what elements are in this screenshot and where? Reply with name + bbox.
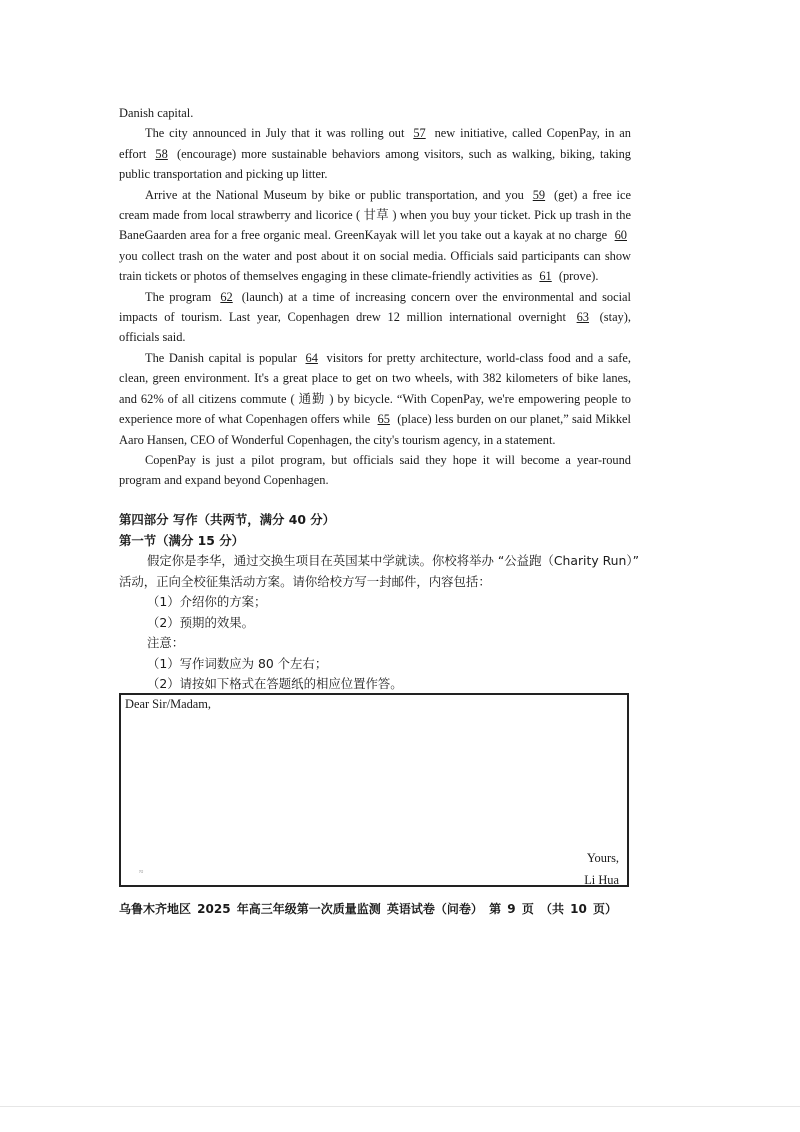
blank-58: 58 <box>155 146 168 161</box>
scan-smudge: ≈ <box>139 867 144 876</box>
passage-paragraph: The city announced in July that it was rolling out 57 new initiative, called CopenPay, in an effort 58 (encourage) more sustainable behaviors among visitors, such as walking, biking, taking public transportation and picking up litter. <box>119 123 631 184</box>
passage-paragraph: The Danish capital is popular 64 visitors for pretty architecture, world-class food and a safe, clean, green environment. It's a great place to get on two wheels, with 382 kilometers of bike lanes, and 62% of all citizens commute ( 通勤 ) by bicycle. “With CopenPay, we're empowering people to experience more of what Copenhagen offers while 65 (place) less burden on our planet,” said Mikkel Aaro Hansen, CEO of Wonderful Copenhagen, the city's tourism agency, in a statement. <box>119 348 631 450</box>
part-title: 第四部分 写作（共两节，满分 40 分） <box>119 512 336 527</box>
blank-64: 64 <box>305 350 318 365</box>
blank-57: 57 <box>413 126 426 141</box>
content-item: （1）介绍你的方案； <box>147 594 267 609</box>
reading-passage <box>119 103 631 491</box>
passage-paragraph: Danish capital. <box>119 106 194 120</box>
signature: Li Hua <box>584 873 619 887</box>
closing-phrase: Yours, <box>586 851 619 865</box>
passage-paragraph: The program 62 (launch) at a time of increasing concern over the environmental and social impacts of tourism. Last year, Copenhagen drew 12 million international overnight 63 (stay), officials said. <box>119 287 631 348</box>
page-footer: 乌鲁木齐地区 2025 年高三年级第一次质量监测 英语试卷（问卷） 第 9 页 （共 10 页） <box>119 902 618 916</box>
passage-paragraph: CopenPay is just a pilot program, but officials said they hope it will become a year-round program and expand beyond Copenhagen. <box>119 452 631 488</box>
blank-61: 61 <box>539 269 552 284</box>
note-item: （1）写作词数应为 80 个左右； <box>147 655 328 671</box>
section-title: 第一节（满分 15 分） <box>119 532 244 548</box>
answer-box <box>119 693 629 887</box>
page-edge-divider <box>0 1106 800 1107</box>
writing-section <box>119 510 639 695</box>
note-item: （2）请按如下格式在答题纸的相应位置作答。 <box>147 676 403 691</box>
writing-instructions: 假定你是李华，通过交换生项目在英国某中学就读。你校将举办 “公益跑（Charity Run）” 活动，正向全校征集活动方案。请你给校方写一封邮件，内容包括： <box>119 553 639 589</box>
blank-65: 65 <box>377 412 390 427</box>
passage-paragraph: Arrive at the National Museum by bike or public transportation, and you 59 (get) a free ice cream made from local strawberry and licorice ( 甘草 ) when you buy your ticket. Pick up trash in the BaneGaarden area for a free organic meal. GreenKayak will let you take out a kayak at no charge 60 you collect trash on the water and post about it on social media. Officials said participants can show train tickets or photos of themselves engaging in these climate-friendly activities as 61 (prove). <box>119 185 631 287</box>
letter-closing <box>584 847 619 891</box>
note-label: 注意： <box>147 635 185 650</box>
blank-63: 63 <box>576 310 589 325</box>
letter-salutation: Dear Sir/Madam, <box>125 697 212 711</box>
blank-59: 59 <box>532 187 546 202</box>
blank-62: 62 <box>220 289 233 304</box>
content-item: （2）预期的效果。 <box>147 614 255 630</box>
blank-60: 60 <box>614 228 627 243</box>
